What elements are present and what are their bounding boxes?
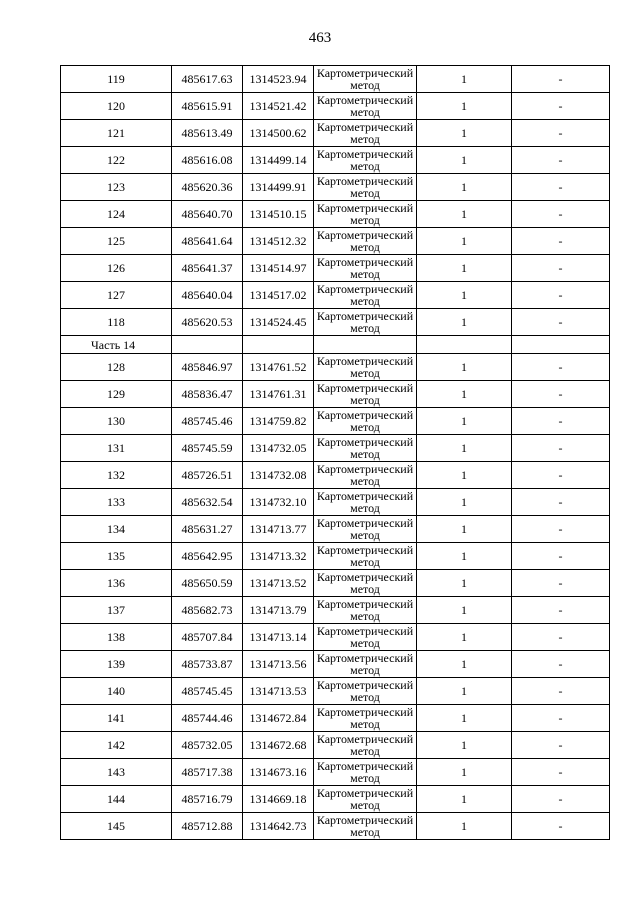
table-row	[61, 813, 610, 840]
method-line2: метод	[350, 366, 380, 380]
method-line1: Картометрический	[316, 381, 414, 395]
x-coordinate-cell: 485717.38	[172, 759, 243, 786]
x-coordinate-cell: 485613.49	[172, 120, 243, 147]
empty-cell	[314, 336, 417, 354]
table-row	[61, 354, 610, 381]
x-coordinate-cell: 485745.46	[172, 408, 243, 435]
table-row	[61, 120, 610, 147]
method-line2: метод	[350, 501, 380, 515]
method-line1: Картометрический	[316, 93, 414, 107]
y-coordinate-cell: 1314759.82	[243, 408, 314, 435]
method-cell	[314, 624, 417, 651]
y-coordinate-cell: 1314673.16	[243, 759, 314, 786]
point-number-cell: 143	[61, 759, 172, 786]
y-coordinate-cell: 1314713.77	[243, 516, 314, 543]
x-coordinate-cell: 485641.64	[172, 228, 243, 255]
point-number-cell: 138	[61, 624, 172, 651]
description-cell: -	[512, 120, 610, 147]
y-coordinate-cell: 1314761.31	[243, 381, 314, 408]
y-coordinate-cell: 1314499.14	[243, 147, 314, 174]
table-row	[61, 759, 610, 786]
y-coordinate-cell: 1314510.15	[243, 201, 314, 228]
method-line2: метод	[350, 78, 380, 92]
method-line2: метод	[350, 159, 380, 173]
description-cell: -	[512, 435, 610, 462]
accuracy-cell: 1	[417, 732, 512, 759]
y-coordinate-cell: 1314523.94	[243, 66, 314, 93]
method-line1: Картометрический	[316, 651, 414, 665]
x-coordinate-cell: 485732.05	[172, 732, 243, 759]
method-line2: метод	[350, 240, 380, 254]
coordinates-table	[60, 65, 610, 840]
method-line1: Картометрический	[316, 228, 414, 242]
description-cell: -	[512, 516, 610, 543]
method-cell	[314, 462, 417, 489]
description-cell: -	[512, 705, 610, 732]
method-line1: Картометрический	[316, 147, 414, 161]
method-line2: метод	[350, 186, 380, 200]
method-cell	[314, 705, 417, 732]
description-cell: -	[512, 597, 610, 624]
y-coordinate-cell: 1314514.97	[243, 255, 314, 282]
accuracy-cell: 1	[417, 354, 512, 381]
x-coordinate-cell: 485620.36	[172, 174, 243, 201]
y-coordinate-cell: 1314500.62	[243, 120, 314, 147]
x-coordinate-cell: 485632.54	[172, 489, 243, 516]
method-line2: метод	[350, 132, 380, 146]
method-line1: Картометрический	[316, 597, 414, 611]
point-number-cell: 142	[61, 732, 172, 759]
method-cell	[314, 354, 417, 381]
method-line1: Картометрический	[316, 408, 414, 422]
y-coordinate-cell: 1314524.45	[243, 309, 314, 336]
method-line1: Картометрический	[316, 543, 414, 557]
description-cell: -	[512, 282, 610, 309]
point-number-cell: 134	[61, 516, 172, 543]
accuracy-cell: 1	[417, 201, 512, 228]
description-cell: -	[512, 354, 610, 381]
point-number-cell: 120	[61, 93, 172, 120]
method-line1: Картометрический	[316, 255, 414, 269]
point-number-cell: 118	[61, 309, 172, 336]
method-line1: Картометрический	[316, 759, 414, 773]
accuracy-cell: 1	[417, 120, 512, 147]
y-coordinate-cell: 1314732.08	[243, 462, 314, 489]
method-cell	[314, 93, 417, 120]
point-number-cell: 130	[61, 408, 172, 435]
method-line2: метод	[350, 294, 380, 308]
y-coordinate-cell: 1314669.18	[243, 786, 314, 813]
y-coordinate-cell: 1314517.02	[243, 282, 314, 309]
point-number-cell: 136	[61, 570, 172, 597]
method-line2: метод	[350, 420, 380, 434]
point-number-cell: 128	[61, 354, 172, 381]
table-row	[61, 282, 610, 309]
rows-after-section	[61, 354, 610, 840]
table-row	[61, 381, 610, 408]
x-coordinate-cell: 485617.63	[172, 66, 243, 93]
accuracy-cell: 1	[417, 516, 512, 543]
method-line2: метод	[350, 798, 380, 812]
method-cell	[314, 201, 417, 228]
accuracy-cell: 1	[417, 435, 512, 462]
y-coordinate-cell: 1314732.10	[243, 489, 314, 516]
y-coordinate-cell: 1314713.14	[243, 624, 314, 651]
table-row	[61, 255, 610, 282]
method-line1: Картометрический	[316, 489, 414, 503]
method-line2: метод	[350, 267, 380, 281]
accuracy-cell: 1	[417, 309, 512, 336]
accuracy-cell: 1	[417, 282, 512, 309]
method-cell	[314, 813, 417, 840]
table-row	[61, 570, 610, 597]
table-row	[61, 435, 610, 462]
method-cell	[314, 408, 417, 435]
description-cell: -	[512, 732, 610, 759]
method-line2: метод	[350, 447, 380, 461]
method-line2: метод	[350, 393, 380, 407]
description-cell: -	[512, 624, 610, 651]
method-line2: метод	[350, 528, 380, 542]
description-cell: -	[512, 93, 610, 120]
accuracy-cell: 1	[417, 543, 512, 570]
method-line1: Картометрический	[316, 732, 414, 746]
empty-cell	[512, 336, 610, 354]
accuracy-cell: 1	[417, 597, 512, 624]
x-coordinate-cell: 485650.59	[172, 570, 243, 597]
point-number-cell: 122	[61, 147, 172, 174]
point-number-cell: 133	[61, 489, 172, 516]
description-cell: -	[512, 309, 610, 336]
method-line1: Картометрический	[316, 66, 414, 80]
method-line2: метод	[350, 744, 380, 758]
point-number-cell: 139	[61, 651, 172, 678]
y-coordinate-cell: 1314642.73	[243, 813, 314, 840]
y-coordinate-cell: 1314761.52	[243, 354, 314, 381]
method-line2: метод	[350, 717, 380, 731]
x-coordinate-cell: 485846.97	[172, 354, 243, 381]
method-line1: Картометрический	[316, 282, 414, 296]
description-cell: -	[512, 381, 610, 408]
description-cell: -	[512, 543, 610, 570]
point-number-cell: 129	[61, 381, 172, 408]
x-coordinate-cell: 485712.88	[172, 813, 243, 840]
section-header-group	[61, 336, 610, 354]
method-line2: метод	[350, 771, 380, 785]
x-coordinate-cell: 485836.47	[172, 381, 243, 408]
table-row	[61, 228, 610, 255]
y-coordinate-cell: 1314521.42	[243, 93, 314, 120]
description-cell: -	[512, 228, 610, 255]
point-number-cell: 144	[61, 786, 172, 813]
method-cell	[314, 174, 417, 201]
point-number-cell: 126	[61, 255, 172, 282]
x-coordinate-cell: 485640.04	[172, 282, 243, 309]
method-cell	[314, 759, 417, 786]
table-row	[61, 408, 610, 435]
method-line2: метод	[350, 663, 380, 677]
y-coordinate-cell: 1314499.91	[243, 174, 314, 201]
method-cell	[314, 282, 417, 309]
y-coordinate-cell: 1314713.56	[243, 651, 314, 678]
x-coordinate-cell: 485631.27	[172, 516, 243, 543]
method-line2: метод	[350, 636, 380, 650]
table-row	[61, 174, 610, 201]
accuracy-cell: 1	[417, 678, 512, 705]
method-line2: метод	[350, 213, 380, 227]
x-coordinate-cell: 485616.08	[172, 147, 243, 174]
method-line1: Картометрический	[316, 174, 414, 188]
point-number-cell: 141	[61, 705, 172, 732]
method-line1: Картометрический	[316, 201, 414, 215]
x-coordinate-cell: 485716.79	[172, 786, 243, 813]
accuracy-cell: 1	[417, 651, 512, 678]
method-cell	[314, 435, 417, 462]
table-row	[61, 147, 610, 174]
table-row	[61, 597, 610, 624]
description-cell: -	[512, 570, 610, 597]
y-coordinate-cell: 1314713.79	[243, 597, 314, 624]
table-row	[61, 705, 610, 732]
method-line1: Картометрический	[316, 462, 414, 476]
accuracy-cell: 1	[417, 462, 512, 489]
method-cell	[314, 516, 417, 543]
method-line2: метод	[350, 825, 380, 839]
accuracy-cell: 1	[417, 381, 512, 408]
method-cell	[314, 678, 417, 705]
accuracy-cell: 1	[417, 786, 512, 813]
method-cell	[314, 255, 417, 282]
page-number: 463	[308, 30, 332, 46]
method-line1: Картометрический	[316, 813, 414, 827]
rows-before-section	[61, 66, 610, 336]
table-row	[61, 201, 610, 228]
x-coordinate-cell: 485726.51	[172, 462, 243, 489]
x-coordinate-cell: 485744.46	[172, 705, 243, 732]
accuracy-cell: 1	[417, 66, 512, 93]
point-number-cell: 131	[61, 435, 172, 462]
point-number-cell: 124	[61, 201, 172, 228]
description-cell: -	[512, 786, 610, 813]
description-cell: -	[512, 813, 610, 840]
table-row	[61, 93, 610, 120]
empty-cell	[172, 336, 243, 354]
description-cell: -	[512, 759, 610, 786]
method-line1: Картометрический	[316, 354, 414, 368]
accuracy-cell: 1	[417, 570, 512, 597]
method-cell	[314, 597, 417, 624]
method-line1: Картометрический	[316, 516, 414, 530]
method-line1: Картометрический	[316, 435, 414, 449]
point-number-cell: 123	[61, 174, 172, 201]
y-coordinate-cell: 1314713.52	[243, 570, 314, 597]
accuracy-cell: 1	[417, 624, 512, 651]
y-coordinate-cell: 1314732.05	[243, 435, 314, 462]
method-cell	[314, 120, 417, 147]
method-line1: Картометрический	[316, 678, 414, 692]
accuracy-cell: 1	[417, 255, 512, 282]
table-row	[61, 309, 610, 336]
method-cell	[314, 543, 417, 570]
y-coordinate-cell: 1314713.32	[243, 543, 314, 570]
description-cell: -	[512, 408, 610, 435]
method-cell	[314, 786, 417, 813]
x-coordinate-cell: 485641.37	[172, 255, 243, 282]
table-row	[61, 516, 610, 543]
x-coordinate-cell: 485707.84	[172, 624, 243, 651]
description-cell: -	[512, 147, 610, 174]
accuracy-cell: 1	[417, 147, 512, 174]
x-coordinate-cell: 485745.59	[172, 435, 243, 462]
table-row	[61, 624, 610, 651]
table-row	[61, 651, 610, 678]
x-coordinate-cell: 485733.87	[172, 651, 243, 678]
method-cell	[314, 66, 417, 93]
point-number-cell: 140	[61, 678, 172, 705]
method-line2: метод	[350, 321, 380, 335]
description-cell: -	[512, 174, 610, 201]
x-coordinate-cell: 485682.73	[172, 597, 243, 624]
x-coordinate-cell: 485615.91	[172, 93, 243, 120]
table-row	[61, 543, 610, 570]
method-cell	[314, 309, 417, 336]
accuracy-cell: 1	[417, 759, 512, 786]
description-cell: -	[512, 255, 610, 282]
method-cell	[314, 489, 417, 516]
accuracy-cell: 1	[417, 228, 512, 255]
x-coordinate-cell: 485640.70	[172, 201, 243, 228]
accuracy-cell: 1	[417, 489, 512, 516]
description-cell: -	[512, 678, 610, 705]
section-header-row	[61, 336, 610, 354]
method-line1: Картометрический	[316, 786, 414, 800]
point-number-cell: 125	[61, 228, 172, 255]
method-line1: Картометрический	[316, 120, 414, 134]
method-cell	[314, 147, 417, 174]
y-coordinate-cell: 1314672.84	[243, 705, 314, 732]
y-coordinate-cell: 1314713.53	[243, 678, 314, 705]
y-coordinate-cell: 1314512.32	[243, 228, 314, 255]
method-cell	[314, 651, 417, 678]
method-cell	[314, 570, 417, 597]
method-cell	[314, 732, 417, 759]
table-row	[61, 66, 610, 93]
point-number-cell: 132	[61, 462, 172, 489]
table-row	[61, 678, 610, 705]
table-row	[61, 489, 610, 516]
table-row	[61, 786, 610, 813]
x-coordinate-cell: 485745.45	[172, 678, 243, 705]
method-line2: метод	[350, 474, 380, 488]
method-cell	[314, 381, 417, 408]
table-row	[61, 462, 610, 489]
method-line2: метод	[350, 582, 380, 596]
method-line2: метод	[350, 555, 380, 569]
method-line1: Картометрический	[316, 705, 414, 719]
method-line1: Картометрический	[316, 624, 414, 638]
method-cell	[314, 228, 417, 255]
description-cell: -	[512, 66, 610, 93]
x-coordinate-cell: 485642.95	[172, 543, 243, 570]
accuracy-cell: 1	[417, 408, 512, 435]
method-line2: метод	[350, 609, 380, 623]
empty-cell	[243, 336, 314, 354]
method-line1: Картометрический	[316, 570, 414, 584]
x-coordinate-cell: 485620.53	[172, 309, 243, 336]
method-line2: метод	[350, 690, 380, 704]
point-number-cell: 127	[61, 282, 172, 309]
description-cell: -	[512, 201, 610, 228]
description-cell: -	[512, 462, 610, 489]
point-number-cell: 119	[61, 66, 172, 93]
accuracy-cell: 1	[417, 705, 512, 732]
section-label: Часть 14	[61, 336, 172, 354]
point-number-cell: 137	[61, 597, 172, 624]
y-coordinate-cell: 1314672.68	[243, 732, 314, 759]
accuracy-cell: 1	[417, 93, 512, 120]
accuracy-cell: 1	[417, 174, 512, 201]
point-number-cell: 121	[61, 120, 172, 147]
table-row	[61, 732, 610, 759]
method-line2: метод	[350, 105, 380, 119]
description-cell: -	[512, 489, 610, 516]
empty-cell	[417, 336, 512, 354]
point-number-cell: 135	[61, 543, 172, 570]
description-cell: -	[512, 651, 610, 678]
point-number-cell: 145	[61, 813, 172, 840]
method-line1: Картометрический	[316, 309, 414, 323]
accuracy-cell: 1	[417, 813, 512, 840]
